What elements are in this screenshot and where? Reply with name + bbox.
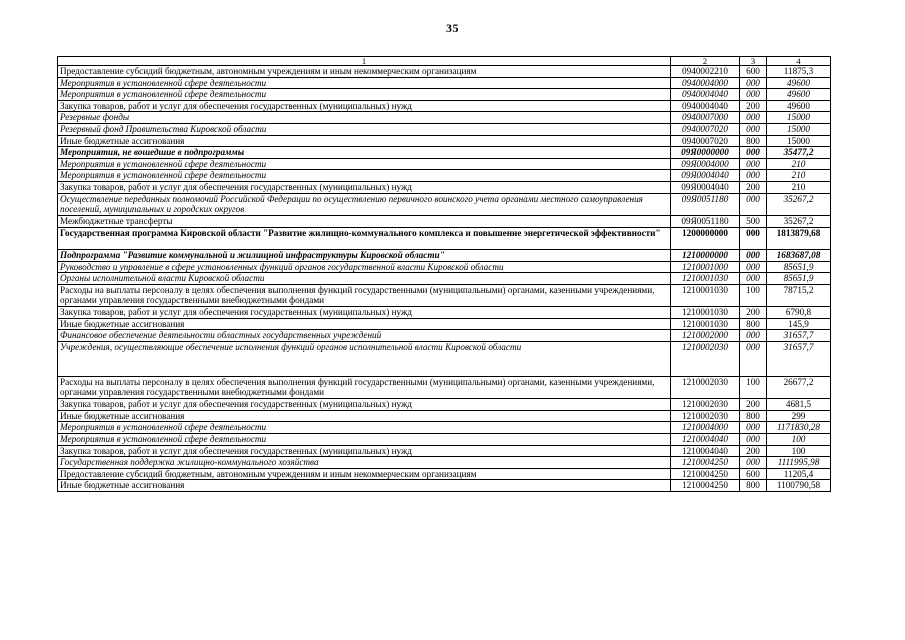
budget-table: [57, 56, 831, 492]
table-row: [58, 457, 831, 469]
row-expense-type: 100: [740, 284, 767, 306]
row-amount: 4681,5: [767, 399, 831, 411]
row-expense-type: 200: [740, 399, 767, 411]
row-description: Резервные фонды: [58, 112, 671, 124]
row-expense-type: 000: [740, 261, 767, 273]
row-code: 0940007020: [671, 135, 740, 147]
row-amount: 100: [767, 445, 831, 457]
row-code: 0940004040: [671, 100, 740, 112]
row-description: Руководство и управление в сфере установленных функций органов государственной власти Кировской области: [58, 261, 671, 273]
row-code: 09Я0051180: [671, 215, 740, 227]
table-row: [58, 434, 831, 446]
row-expense-type: 200: [740, 307, 767, 319]
row-amount: 1813879,68: [767, 227, 831, 249]
row-code: 1210000000: [671, 249, 740, 261]
row-description: Резервный фонд Правительства Кировской области: [58, 123, 671, 135]
table-row: [58, 170, 831, 182]
budget-table-body: [58, 57, 831, 492]
row-code: 1200000000: [671, 227, 740, 249]
row-description: Органы исполнительной власти Кировской области: [58, 273, 671, 285]
table-row: [58, 422, 831, 434]
table-row: [58, 284, 831, 306]
table-row: [58, 100, 831, 112]
row-code: 09Я0000000: [671, 147, 740, 159]
row-description: Подпрограмма "Развитие коммунальной и жилищной инфраструктуры Кировской области": [58, 249, 671, 261]
row-description: Мероприятия в установленной сфере деятельности: [58, 89, 671, 101]
row-expense-type: 500: [740, 215, 767, 227]
row-code: 1210002030: [671, 410, 740, 422]
table-row: [58, 112, 831, 124]
row-code: 09Я0004040: [671, 170, 740, 182]
row-expense-type: 200: [740, 181, 767, 193]
row-description: Предоставление субсидий бюджетным, автономным учреждениям и иным некоммерческим организациям: [58, 468, 671, 480]
header-col-type: 3: [740, 57, 767, 66]
row-description: Государственная поддержка жилищно-коммунального хозяйства: [58, 457, 671, 469]
row-description: Мероприятия в установленной сфере деятельности: [58, 434, 671, 446]
row-amount: 6790,8: [767, 307, 831, 319]
row-expense-type: 800: [740, 480, 767, 492]
row-amount: 85651,9: [767, 273, 831, 285]
page-number: 35: [446, 21, 459, 35]
row-code: 1210002000: [671, 330, 740, 342]
table-row: [58, 273, 831, 285]
row-description: Закупка товаров, работ и услуг для обеспечения государственных (муниципальных) нужд: [58, 307, 671, 319]
table-row: [58, 376, 831, 398]
row-description: Иные бюджетные ассигнования: [58, 318, 671, 330]
row-amount: 15000: [767, 123, 831, 135]
table-row: [58, 147, 831, 159]
row-amount: 85651,9: [767, 261, 831, 273]
row-expense-type: 000: [740, 434, 767, 446]
row-description: Закупка товаров, работ и услуг для обеспечения государственных (муниципальных) нужд: [58, 100, 671, 112]
row-amount: 11205,4: [767, 468, 831, 480]
row-expense-type: 600: [740, 468, 767, 480]
row-description: Предоставление субсидий бюджетным, автономным учреждениям и иным некоммерческим организациям: [58, 66, 671, 78]
row-amount: 49600: [767, 89, 831, 101]
table-header-row: [58, 57, 831, 66]
row-code: 1210004040: [671, 434, 740, 446]
row-expense-type: 800: [740, 410, 767, 422]
row-expense-type: 000: [740, 457, 767, 469]
row-amount: 210: [767, 170, 831, 182]
row-amount: 78715,2: [767, 284, 831, 306]
row-description: Иные бюджетные ассигнования: [58, 135, 671, 147]
table-row: [58, 135, 831, 147]
row-code: 1210001030: [671, 273, 740, 285]
row-expense-type: 000: [740, 273, 767, 285]
header-col-code: 2: [671, 57, 740, 66]
row-expense-type: 000: [740, 89, 767, 101]
row-amount: 1683687,08: [767, 249, 831, 261]
row-amount: 1100790,58: [767, 480, 831, 492]
row-code: 1210004040: [671, 445, 740, 457]
row-expense-type: 000: [740, 227, 767, 249]
row-amount: 35477,2: [767, 147, 831, 159]
table-row: [58, 227, 831, 249]
table-row: [58, 123, 831, 135]
row-description: Осуществление переданных полномочий Российской Федерации по осуществлению первичного воинского учета органами местного самоуправления поселений, муниципальных и городских округов: [58, 193, 671, 215]
row-expense-type: 100: [740, 376, 767, 398]
row-amount: 299: [767, 410, 831, 422]
row-amount: 35267,2: [767, 193, 831, 215]
table-row: [58, 318, 831, 330]
row-expense-type: 000: [740, 249, 767, 261]
row-description: Иные бюджетные ассигнования: [58, 480, 671, 492]
row-amount: 26677,2: [767, 376, 831, 398]
row-amount: 31657,7: [767, 330, 831, 342]
row-code: 1210001030: [671, 284, 740, 306]
row-description: Иные бюджетные ассигнования: [58, 410, 671, 422]
row-expense-type: 000: [740, 422, 767, 434]
row-code: 1210004250: [671, 457, 740, 469]
row-code: 1210002030: [671, 341, 740, 376]
table-row: [58, 181, 831, 193]
row-expense-type: 000: [740, 341, 767, 376]
table-row: [58, 158, 831, 170]
row-code: 1210001000: [671, 261, 740, 273]
row-code: 1210001030: [671, 307, 740, 319]
row-amount: 49600: [767, 77, 831, 89]
row-code: 09Я0004040: [671, 181, 740, 193]
row-description: Мероприятия в установленной сфере деятельности: [58, 77, 671, 89]
row-description: Мероприятия, не вошедшие в подпрограммы: [58, 147, 671, 159]
row-expense-type: 000: [740, 330, 767, 342]
row-description: Учреждения, осуществляющие обеспечение исполнения функций органов исполнительной власти Кировской области: [58, 341, 671, 376]
row-code: 1210002030: [671, 376, 740, 398]
row-description: Расходы на выплаты персоналу в целях обеспечения выполнения функций государственными (муниципальными) органами, казенными учреждениями, органами управления государственными внебюджетными фондами: [58, 376, 671, 398]
row-expense-type: 000: [740, 112, 767, 124]
table-row: [58, 249, 831, 261]
table-row: [58, 445, 831, 457]
row-code: 1210002030: [671, 399, 740, 411]
row-code: 09Я0051180: [671, 193, 740, 215]
row-amount: 1171830,28: [767, 422, 831, 434]
row-expense-type: 000: [740, 170, 767, 182]
row-amount: 15000: [767, 112, 831, 124]
row-expense-type: 000: [740, 193, 767, 215]
table-row: [58, 193, 831, 215]
row-expense-type: 800: [740, 318, 767, 330]
table-row: [58, 399, 831, 411]
row-amount: 35267,2: [767, 215, 831, 227]
row-amount: 145,9: [767, 318, 831, 330]
row-expense-type: 200: [740, 445, 767, 457]
row-code: 1210004000: [671, 422, 740, 434]
row-expense-type: 600: [740, 66, 767, 78]
row-expense-type: 000: [740, 147, 767, 159]
row-amount: 49600: [767, 100, 831, 112]
row-code: 0940007000: [671, 112, 740, 124]
row-description: Финансовое обеспечение деятельности областных государственных учреждений: [58, 330, 671, 342]
table-row: [58, 66, 831, 78]
row-description: Межбюджетные трансферты: [58, 215, 671, 227]
row-code: 09Я0004000: [671, 158, 740, 170]
table-row: [58, 307, 831, 319]
row-description: Мероприятия в установленной сфере деятельности: [58, 422, 671, 434]
row-amount: 15000: [767, 135, 831, 147]
header-col-description: 1: [58, 57, 671, 66]
row-code: 1210001030: [671, 318, 740, 330]
row-code: 1210004250: [671, 480, 740, 492]
row-description: Мероприятия в установленной сфере деятельности: [58, 158, 671, 170]
table-row: [58, 89, 831, 101]
table-row: [58, 468, 831, 480]
row-description: Закупка товаров, работ и услуг для обеспечения государственных (муниципальных) нужд: [58, 399, 671, 411]
row-amount: 1111995,98: [767, 457, 831, 469]
row-expense-type: 000: [740, 77, 767, 89]
row-description: Закупка товаров, работ и услуг для обеспечения государственных (муниципальных) нужд: [58, 181, 671, 193]
row-code: 0940007020: [671, 123, 740, 135]
row-amount: 210: [767, 181, 831, 193]
row-code: 1210004250: [671, 468, 740, 480]
row-description: Закупка товаров, работ и услуг для обеспечения государственных (муниципальных) нужд: [58, 445, 671, 457]
row-expense-type: 200: [740, 100, 767, 112]
row-code: 0940004040: [671, 89, 740, 101]
header-col-amount: 4: [767, 57, 831, 66]
table-row: [58, 330, 831, 342]
row-description: Мероприятия в установленной сфере деятельности: [58, 170, 671, 182]
row-expense-type: 800: [740, 135, 767, 147]
row-description: Расходы на выплаты персоналу в целях обеспечения выполнения функций государственными (муниципальными) органами, казенными учреждениями, органами управления государственными внебюджетными фондами: [58, 284, 671, 306]
row-expense-type: 000: [740, 158, 767, 170]
table-row: [58, 261, 831, 273]
table-row: [58, 215, 831, 227]
row-amount: 210: [767, 158, 831, 170]
table-row: [58, 77, 831, 89]
row-expense-type: 000: [740, 123, 767, 135]
table-row: [58, 410, 831, 422]
table-row: [58, 480, 831, 492]
row-code: 0940002210: [671, 66, 740, 78]
row-description: Государственная программа Кировской области "Развитие жилищно-коммунального комплекса и повышение энергетической эффективности": [58, 227, 671, 249]
row-amount: 100: [767, 434, 831, 446]
table-row: [58, 341, 831, 376]
row-amount: 31657,7: [767, 341, 831, 376]
row-code: 0940004000: [671, 77, 740, 89]
row-amount: 11875,3: [767, 66, 831, 78]
